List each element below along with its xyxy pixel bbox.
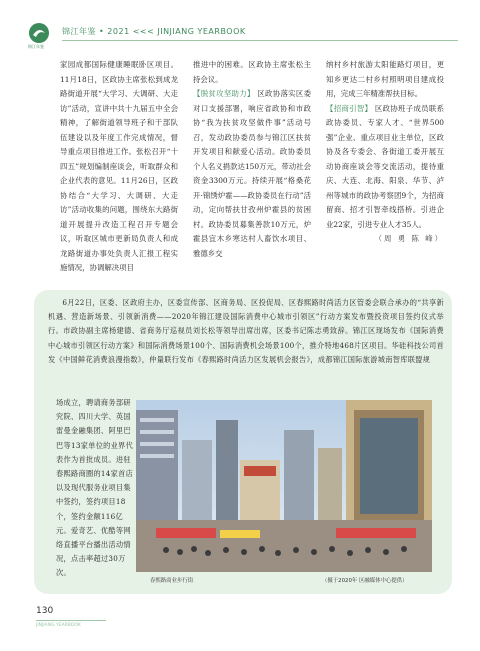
header-divider <box>62 40 458 41</box>
column-3 <box>326 58 444 247</box>
yearbook-logo-icon <box>28 22 50 46</box>
column-3-text-1: 纳村乡村旅游太阳能路灯项目，更知乡更达二村乡村照明项目建成投用，完成三年精准帮扶目标。 <box>326 60 444 98</box>
column-2 <box>193 58 311 261</box>
column-2-text-2: 区政协落实区委对口支援部署，响应省政协和市政协“我为扶贫攻坚做件事”活动号召，发动政协委员参与锦江区扶贫开发项目和献爱心活动。政协委员个人名义捐款达150万元，带动社会资金3300万元。持续开展“格桑花开·锦绣炉霍——政协委员在行动”活动，定向帮扶甘孜州炉霍县的贫困村。政协委员募集善款10万元，炉霍县宜木乡寒达村人畜饮水项目、雅德乡交 <box>193 89 311 258</box>
photo-caption-left: 春熙路商业步行街 <box>150 578 194 584</box>
column-1-text: 家园成都国际健康睡眠卧区项目。11月18日，区政协主席张松到成龙路街道开展“大学习、大调研、大走访”活动，宣讲中共十九届五中全会精神，了解街道领导班子和干部队伍建设以及年度工作完成情况，督导重点项目推进工作。张松召开“十四五”规划编制座谈会，听取群众和企业代表的意见。11月26日，区政协结合“大学习、大调研、大走访”活动收集的问题，围绕东大路街道开展提升改造工程召开专题会议，听取区城市更新局负责人和成龙路街道办事处负责人汇报工程实施情况，协调解决项目 <box>60 60 178 272</box>
logo-text: 锦江年鉴 <box>28 44 44 49</box>
feature-box-text <box>48 296 444 367</box>
column-3-text-2: 区政协班子成员联系政协委员、专家人才、“世界500强”企业、重点项目业主单位，区政协及各专委会、各街道工委开展互动协商座谈会等交流活动，提待重庆、大连、北海、阳泉、华节、泸州等城市的政协考察团9个，为招商留商、招才引智牵线搭桥。引进企业22家，引进专业人才35人。 <box>326 103 444 229</box>
feature-paragraph: 6月22日，区委、区政府主办，区委宣传部、区商务局、区投促局、区春熙路时尚活力区管委会联合承办的“共享新机遇、营造新场景、引领新消费——2020年锦江建设国际消费中心城市引领区”行动方案发布暨投资项目签约仪式举行。市政协副主席杨建德、省商务厅巡视员刘长松等领导出席出席，区委书记陈志勇致辞。锦江区现场发布《国际消费中心城市引领区行动方案》和国际消费场景100个、国际消费机会场景100个，推介特地468片区项目。华硅科技公司首发《中国鲜花消费浪漫指数》，仲量联行发布《春熙路时尚活力区发展机会报告》，成都锦江国际旅游城南智库联盟规 <box>48 298 444 364</box>
article-columns <box>60 58 444 288</box>
feature-narrow-text: 场成立，聘请商务部研究院、四川大学、英国雷曼金融集团、阿里巴巴等13家单位的业界代表作为首批成员。进驻春熙路商圈的14家首店以及现代服务业项目集中签约，签约项目18个，签约金额116亿元。爱奇艺、优酷等网络直播平台播出活动情况，点击率超过30万次。 <box>56 398 134 578</box>
section-tag-investment: 【招商引智】 <box>326 103 373 113</box>
header-title: 锦江年鉴 • 2021 <<< JINJIANG YEARBOOK <box>62 27 246 36</box>
photo-illustration <box>136 400 432 572</box>
column-3-section <box>326 102 444 233</box>
column-2-text-1: 推进中的困难。区政协主席张松主持会议。 <box>193 60 311 84</box>
page-number: 130 <box>36 606 54 616</box>
author-credit: （周 勇 陈 峰） <box>374 234 444 243</box>
column-1 <box>60 58 178 276</box>
page-header <box>28 22 458 50</box>
column-2-section <box>193 87 311 261</box>
footer-text: JINJIANG YEARBOOK <box>36 623 81 628</box>
footer-divider <box>36 620 106 621</box>
photo-caption-right: （摄于2020年 区融媒体中心提供） <box>322 578 408 584</box>
section-tag-poverty: 【脱贫攻坚助力】 <box>193 89 255 98</box>
street-photo <box>136 400 432 572</box>
